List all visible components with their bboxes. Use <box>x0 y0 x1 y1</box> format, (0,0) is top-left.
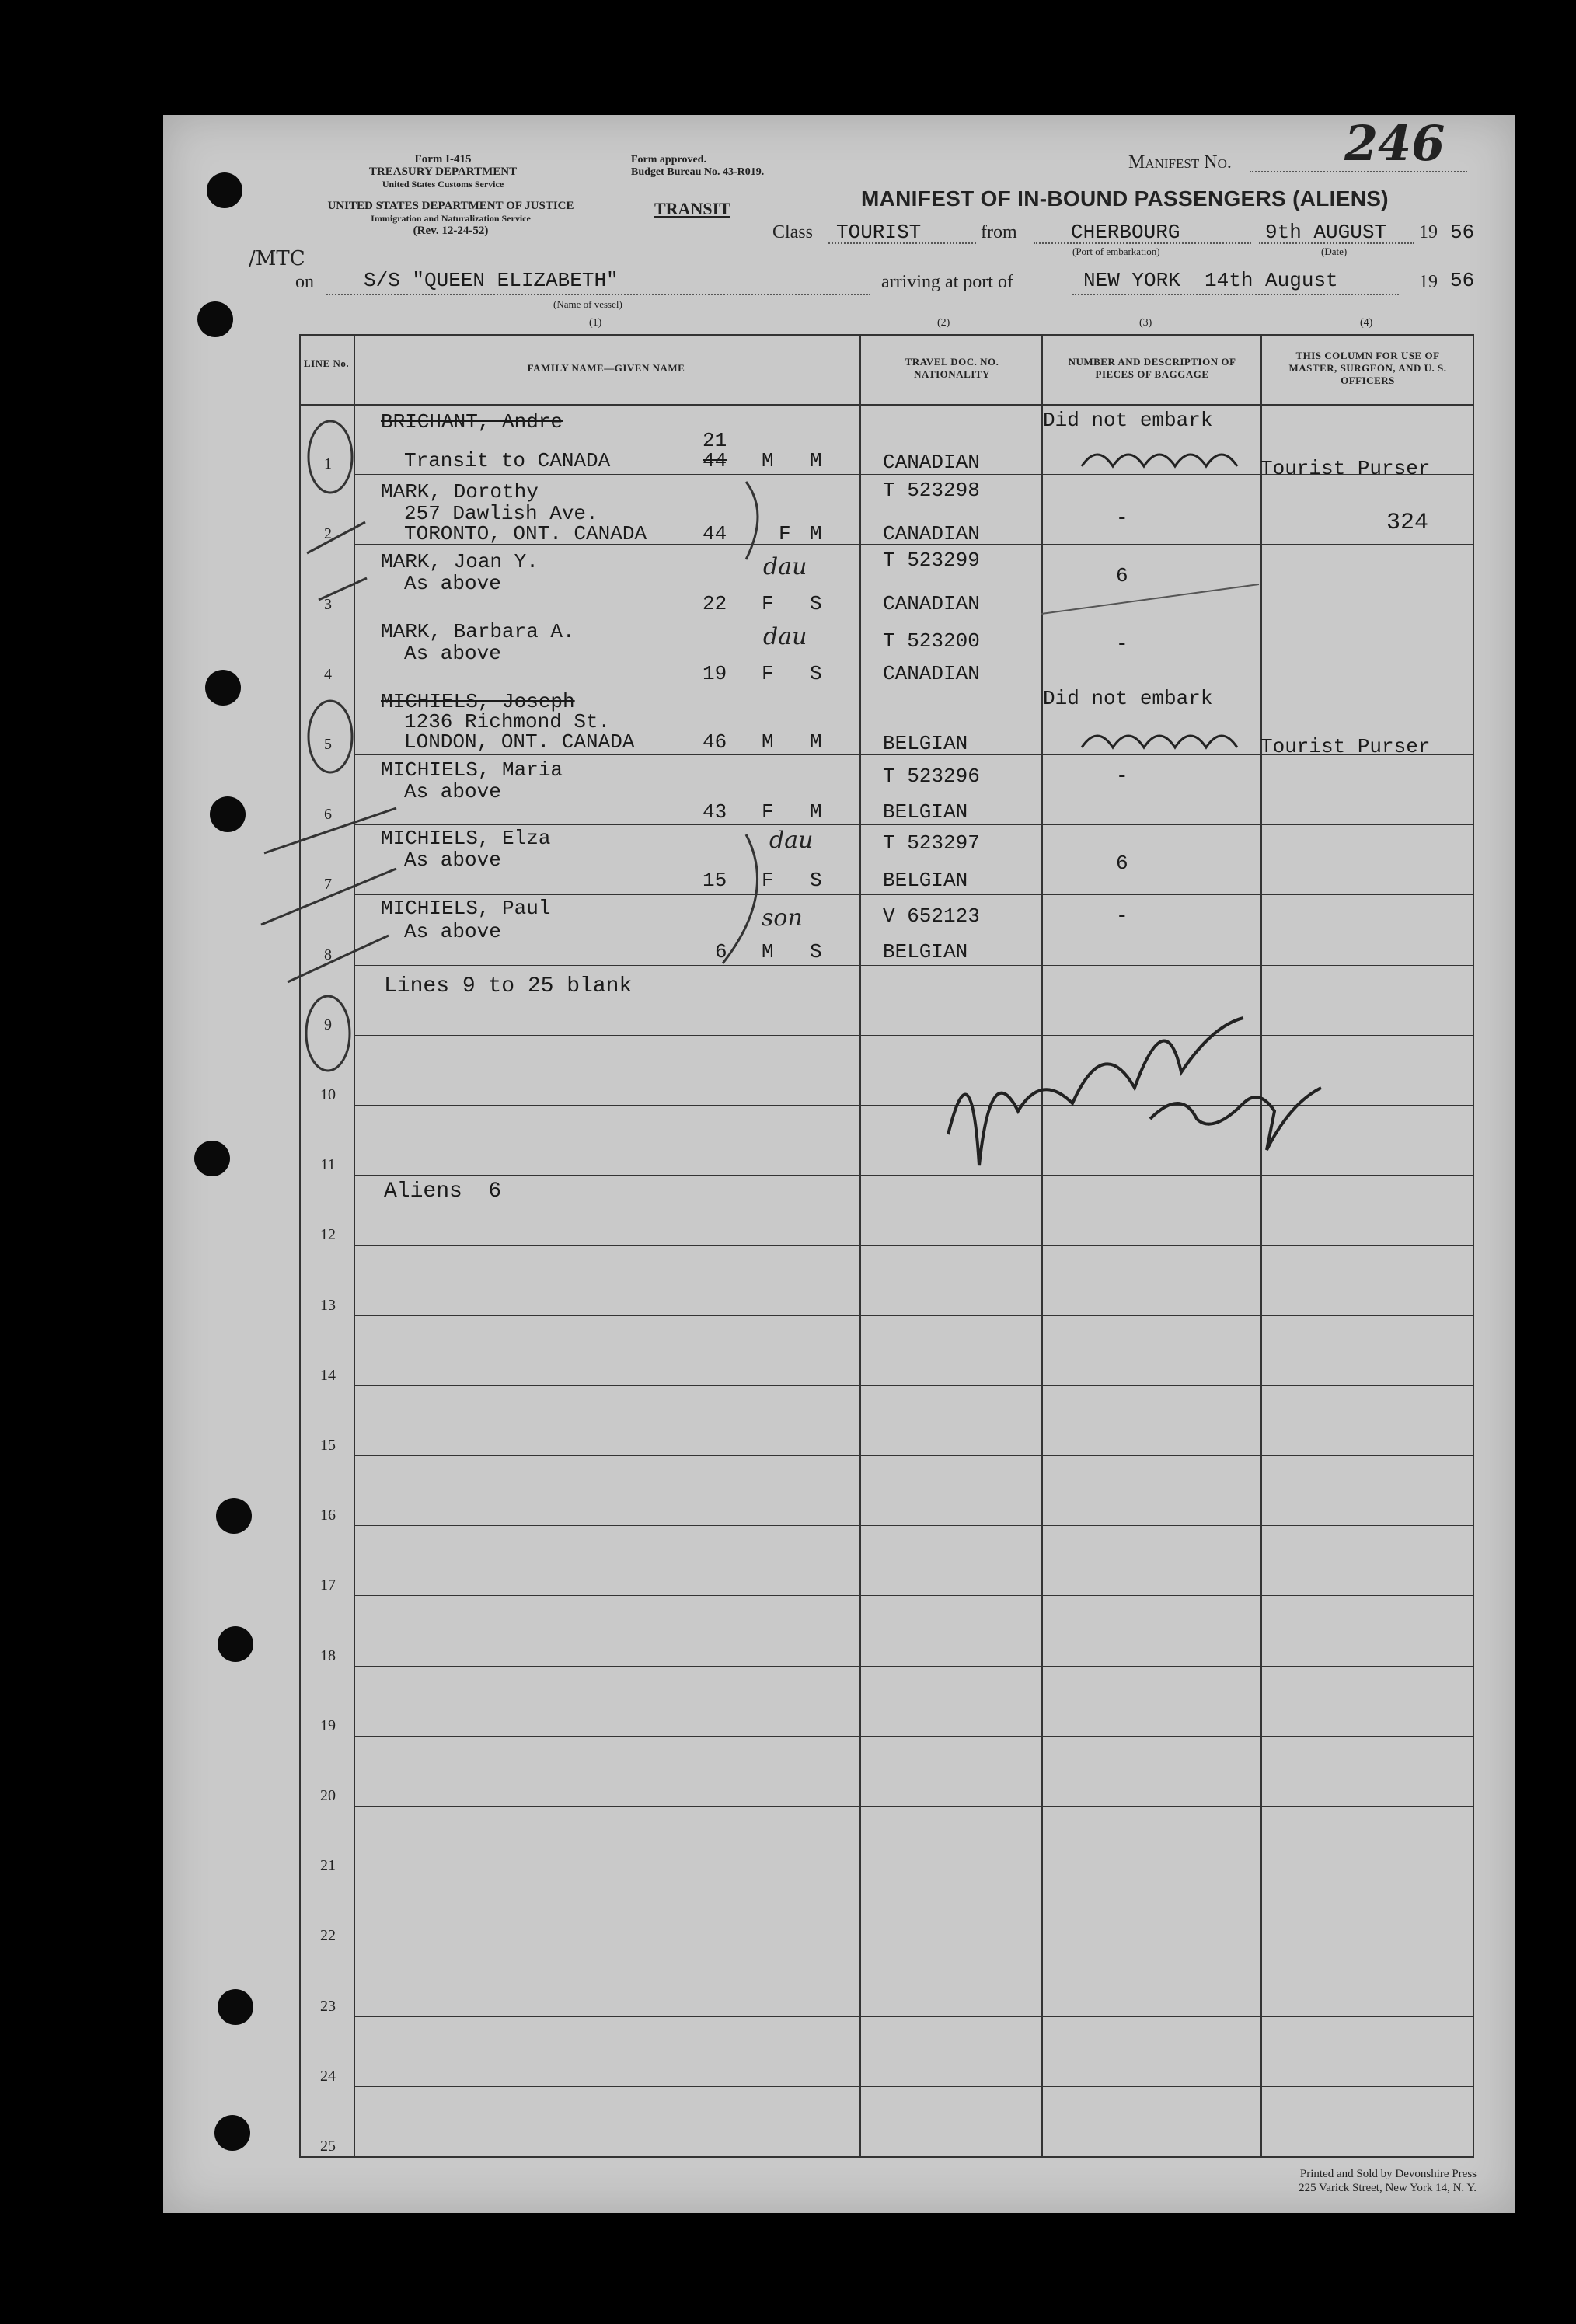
passenger-marital: S <box>810 869 822 892</box>
signature-mark <box>1150 1088 1321 1150</box>
circle-mark <box>309 421 352 493</box>
manifest-no-label: Manifest No. <box>1128 152 1232 172</box>
arriving-label: arriving at port of <box>881 272 1013 292</box>
dept-customs: United States Customs Service <box>382 179 504 190</box>
baggage-count: - <box>1116 507 1128 530</box>
travel-doc-no: V 652123 <box>883 904 980 928</box>
passenger-nationality: CANADIAN <box>883 522 980 545</box>
baggage-count: - <box>1116 632 1128 656</box>
travel-doc-no: T 523200 <box>883 629 980 653</box>
passenger-marital: S <box>810 662 822 685</box>
circle-mark <box>309 701 352 772</box>
passenger-age: 6 <box>715 940 727 963</box>
passenger-address: LONDON, ONT. CANADA <box>404 730 635 754</box>
col-number-1: (1) <box>589 317 602 329</box>
year-value-2: 56 <box>1450 269 1475 292</box>
passenger-name: MICHIELS, Paul <box>381 897 551 920</box>
baggage-count: 6 <box>1116 852 1128 875</box>
travel-doc-no: T 523296 <box>883 765 980 788</box>
passenger-sex: M <box>762 730 774 754</box>
mtc-mark: /MTC <box>249 247 305 270</box>
line-number: 11 <box>320 1156 336 1173</box>
passenger-address: As above <box>404 920 501 943</box>
relation-note: dau <box>763 553 807 580</box>
check-mark <box>261 869 396 925</box>
from-label: from <box>981 222 1017 242</box>
passenger-nationality: CANADIAN <box>883 451 980 474</box>
brace-mark <box>723 834 758 963</box>
travel-doc-no: T 523297 <box>883 831 980 855</box>
line-number: 6 <box>324 806 332 823</box>
passenger-nationality: BELGIAN <box>883 732 968 755</box>
officer-note: 324 <box>1386 510 1429 536</box>
header-travel-doc: TRAVEL DOC. NO. NATIONALITY <box>905 356 999 380</box>
travel-doc-no: T 523298 <box>883 479 980 502</box>
passenger-name: MICHIELS, Joseph <box>381 690 575 713</box>
line-number: 19 <box>320 1717 336 1734</box>
passenger-marital: M <box>810 522 822 545</box>
dept-ins: Immigration and Naturalization Service <box>371 213 531 224</box>
manifest-title: MANIFEST OF IN-BOUND PASSENGERS (ALIENS) <box>861 186 1389 211</box>
passenger-address: As above <box>404 780 501 803</box>
line-number: 8 <box>324 946 332 963</box>
date-value: 9th AUGUST <box>1265 221 1387 244</box>
vessel-caption: (Name of vessel) <box>553 298 622 310</box>
passenger-nationality: BELGIAN <box>883 940 968 963</box>
passenger-address: 257 Dawlish Ave. <box>404 502 598 525</box>
passenger-sex: F <box>762 662 774 685</box>
line-number: 23 <box>320 1998 336 2015</box>
dept-treasury: TREASURY DEPARTMENT <box>368 166 518 178</box>
passenger-nationality: CANADIAN <box>883 592 980 615</box>
passenger-address: Transit to CANADA <box>404 449 611 472</box>
baggage-note: Did not embark <box>1043 409 1213 432</box>
date-caption: (Date) <box>1321 246 1348 257</box>
vessel-name: S/S "QUEEN ELIZABETH" <box>364 269 619 292</box>
line-number: 25 <box>320 2138 336 2155</box>
baggage-count: - <box>1116 904 1128 928</box>
port-embarkation-caption: (Port of embarkation) <box>1072 246 1160 257</box>
relation-note: son <box>762 904 803 932</box>
passenger-address: TORONTO, ONT. CANADA <box>404 522 647 545</box>
passenger-name: MARK, Joan Y. <box>381 550 539 573</box>
passenger-name: BRICHANT, Andre <box>381 410 563 434</box>
line-number: 14 <box>320 1367 336 1384</box>
stroke-mark <box>1041 584 1259 614</box>
passenger-marital: S <box>810 940 822 963</box>
transit-label: TRANSIT <box>654 199 730 218</box>
passenger-name: MARK, Dorothy <box>381 480 539 503</box>
passenger-sex: F <box>762 592 774 615</box>
relation-note: dau <box>769 827 814 854</box>
on-label: on <box>295 272 314 292</box>
passenger-age-corrected: 21 <box>703 429 727 452</box>
baggage-count: - <box>1116 765 1128 788</box>
printer-line-2: 225 Varick Street, New York 14, N. Y. <box>1299 2182 1477 2194</box>
signature-mark <box>948 1018 1243 1165</box>
passenger-age: 22 <box>703 592 727 615</box>
line-number: 3 <box>324 596 332 613</box>
passenger-nationality: BELGIAN <box>883 800 968 824</box>
line-number: 5 <box>324 736 332 753</box>
passenger-name: MARK, Barbara A. <box>381 620 575 643</box>
passenger-address: 1236 Richmond St. <box>404 710 611 733</box>
header-name: FAMILY NAME—GIVEN NAME <box>527 362 685 374</box>
line-number: 12 <box>320 1226 336 1243</box>
blank-lines-note: Lines 9 to 25 blank <box>384 974 633 998</box>
passenger-sex: M <box>762 940 774 963</box>
check-mark <box>319 578 367 600</box>
line-number: 9 <box>324 1016 332 1033</box>
col-number-2: (2) <box>937 317 950 329</box>
scribble-mark <box>1082 736 1237 747</box>
brace-mark <box>746 482 758 559</box>
passenger-sex: F <box>779 522 791 545</box>
passenger-age: 46 <box>703 730 727 754</box>
passenger-nationality: BELGIAN <box>883 869 968 892</box>
col-number-3: (3) <box>1139 317 1152 329</box>
form-revision: (Rev. 12-24-52) <box>413 225 489 237</box>
col-number-4: (4) <box>1360 317 1373 329</box>
travel-doc-no: T 523299 <box>883 549 980 572</box>
line-number: 24 <box>320 2068 336 2085</box>
passenger-age: 44 <box>703 449 727 472</box>
line-number: 7 <box>324 876 332 893</box>
passenger-sex: F <box>762 869 774 892</box>
relation-note: dau <box>763 623 807 650</box>
header-baggage: NUMBER AND DESCRIPTION OF PIECES OF BAGGAGE <box>1068 356 1236 380</box>
line-number: 2 <box>324 525 332 542</box>
dept-justice: UNITED STATES DEPARTMENT OF JUSTICE <box>327 200 574 212</box>
manifest-number: 246 <box>1344 115 1445 172</box>
passenger-nationality: CANADIAN <box>883 662 980 685</box>
passenger-marital: M <box>810 449 822 472</box>
check-mark <box>288 936 389 982</box>
header-line-no: LINE No. <box>303 357 350 369</box>
passenger-marital: M <box>810 800 822 824</box>
officer-note: Tourist Purser <box>1260 457 1431 480</box>
officer-note: Tourist Purser <box>1260 735 1431 758</box>
line-number: 1 <box>324 455 332 472</box>
passenger-sex: M <box>762 449 774 472</box>
passenger-name: MICHIELS, Maria <box>381 758 563 782</box>
line-number: 22 <box>320 1927 336 1944</box>
passenger-sex: F <box>762 800 774 824</box>
printer-line-1: Printed and Sold by Devonshire Press <box>1299 2168 1477 2180</box>
form-approved: Form approved. <box>631 154 706 166</box>
header-officers: THIS COLUMN FOR USE OF MASTER, SURGEON, AND U. S. OFFICERS <box>1288 350 1447 386</box>
class-label: Class <box>772 222 814 242</box>
passenger-age: 19 <box>703 662 727 685</box>
passenger-name: MICHIELS, Elza <box>381 827 551 850</box>
form-number: Form I-415 <box>414 153 472 166</box>
check-mark <box>307 522 365 553</box>
scribble-mark <box>1082 455 1237 466</box>
passenger-address: As above <box>404 572 501 595</box>
passenger-marital: M <box>810 730 822 754</box>
budget-bureau: Budget Bureau No. 43-R019. <box>631 166 765 178</box>
passenger-address: As above <box>404 642 501 665</box>
year-prefix-1: 19 <box>1419 222 1438 242</box>
from-value: CHERBOURG <box>1071 221 1180 244</box>
line-number: 10 <box>320 1086 336 1103</box>
baggage-note: Did not embark <box>1043 687 1213 710</box>
line-number: 16 <box>320 1507 336 1524</box>
arrival-port: NEW YORK 14th August <box>1083 269 1338 292</box>
aliens-count-note: Aliens 6 <box>384 1179 502 1204</box>
passenger-age: 43 <box>703 800 727 824</box>
line-number: 4 <box>324 666 332 683</box>
passenger-age: 15 <box>703 869 727 892</box>
year-prefix-2: 19 <box>1419 272 1438 292</box>
line-number: 18 <box>320 1647 336 1664</box>
line-number: 17 <box>320 1577 336 1594</box>
line-number: 15 <box>320 1437 336 1454</box>
line-number: 20 <box>320 1787 336 1804</box>
passenger-marital: S <box>810 592 822 615</box>
line-number: 21 <box>320 1857 336 1874</box>
class-value: TOURIST <box>836 221 922 244</box>
circle-mark <box>306 996 350 1071</box>
year-value-1: 56 <box>1450 221 1475 244</box>
passenger-address: As above <box>404 848 501 872</box>
line-number: 13 <box>320 1297 336 1314</box>
passenger-age: 44 <box>703 522 727 545</box>
check-mark <box>264 808 396 853</box>
baggage-count: 6 <box>1116 564 1128 587</box>
